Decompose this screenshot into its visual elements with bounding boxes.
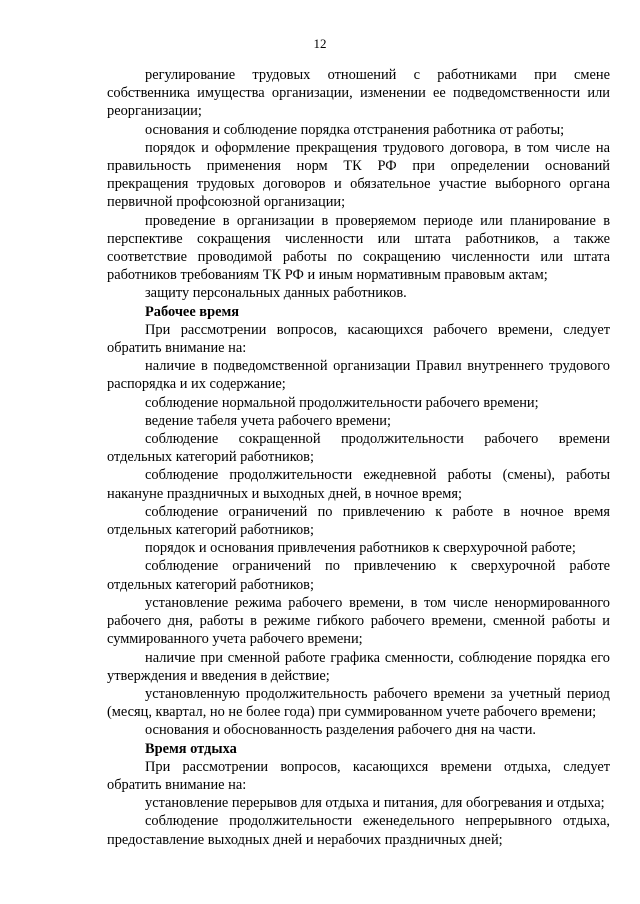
paragraph: основания и обоснованность разделения рабочего дня на части. bbox=[145, 722, 537, 739]
paragraph: порядок и оформление прекращения трудового договора, в том числе на правильность применения норм ТК РФ при определении оснований прекращения трудовых договоров и обязательное участие выборного органа первичной профсоюзной организации; bbox=[107, 139, 610, 211]
paragraph: установленную продолжительность рабочего времени за учетный период (месяц, квартал, но не более года) при суммированном учете рабочего времени; bbox=[107, 685, 610, 721]
paragraph: наличие в подведомственной организации Правил внутреннего трудового распорядка и их содержание; bbox=[107, 358, 610, 393]
paragraph: соблюдение продолжительности ежедневной работы (смены), работы накануне праздничных и выходных дней, в ночное время; bbox=[107, 467, 610, 502]
paragraph: наличие при сменной работе графика сменности, соблюдение порядка его утверждения и введения в действие; bbox=[107, 649, 610, 684]
paragraph: основания и соблюдение порядка отстранения работника от работы; bbox=[145, 121, 565, 138]
paragraph: ведение табеля учета рабочего времени; bbox=[145, 412, 392, 429]
section-heading-rest-time: Время отдыха bbox=[145, 740, 237, 757]
paragraph: соблюдение ограничений по привлечению к работе в ночное время отдельных категорий работников; bbox=[107, 503, 610, 539]
paragraph: При рассмотрении вопросов, касающихся времени отдыха, следует обратить внимание на: bbox=[107, 758, 610, 793]
paragraph: При рассмотрении вопросов, касающихся рабочего времени, следует обратить внимание на: bbox=[107, 321, 610, 357]
page-number: 12 bbox=[313, 36, 327, 51]
paragraph: проведение в организации в проверяемом периоде или планирование в перспективе сокращения численности или штата работников, а также соответствие проводимой работы по сокращению численности или штата работников требованиям ТК РФ и иным нормативным правовым актам; bbox=[107, 212, 610, 284]
paragraph: защиту персональных данных работников. bbox=[145, 285, 407, 302]
document-body bbox=[107, 66, 610, 849]
paragraph: соблюдение нормальной продолжительности рабочего времени; bbox=[145, 394, 539, 411]
paragraph: установление перерывов для отдыха и питания, для обогревания и отдыха; bbox=[145, 795, 605, 812]
paragraph: установление режима рабочего времени, в том числе ненормированного рабочего дня, работы в режиме гибкого рабочего времени, сменной работы и суммированного учета рабочего времени; bbox=[107, 594, 610, 648]
section-heading-work-time: Рабочее время bbox=[145, 303, 240, 320]
paragraph: регулирование трудовых отношений с работниками при смене собственника имущества организации, изменении ее подведомственности или реорганизации; bbox=[107, 67, 610, 120]
paragraph: соблюдение продолжительности еженедельного непрерывного отдыха, предоставление выходных дней и нерабочих праздничных дней; bbox=[107, 813, 610, 848]
paragraph: соблюдение ограничений по привлечению к сверхурочной работе отдельных категорий работников; bbox=[107, 558, 610, 593]
paragraph: порядок и основания привлечения работников к сверхурочной работе; bbox=[145, 540, 576, 557]
paragraph: соблюдение сокращенной продолжительности рабочего времени отдельных категорий работников; bbox=[107, 431, 610, 466]
